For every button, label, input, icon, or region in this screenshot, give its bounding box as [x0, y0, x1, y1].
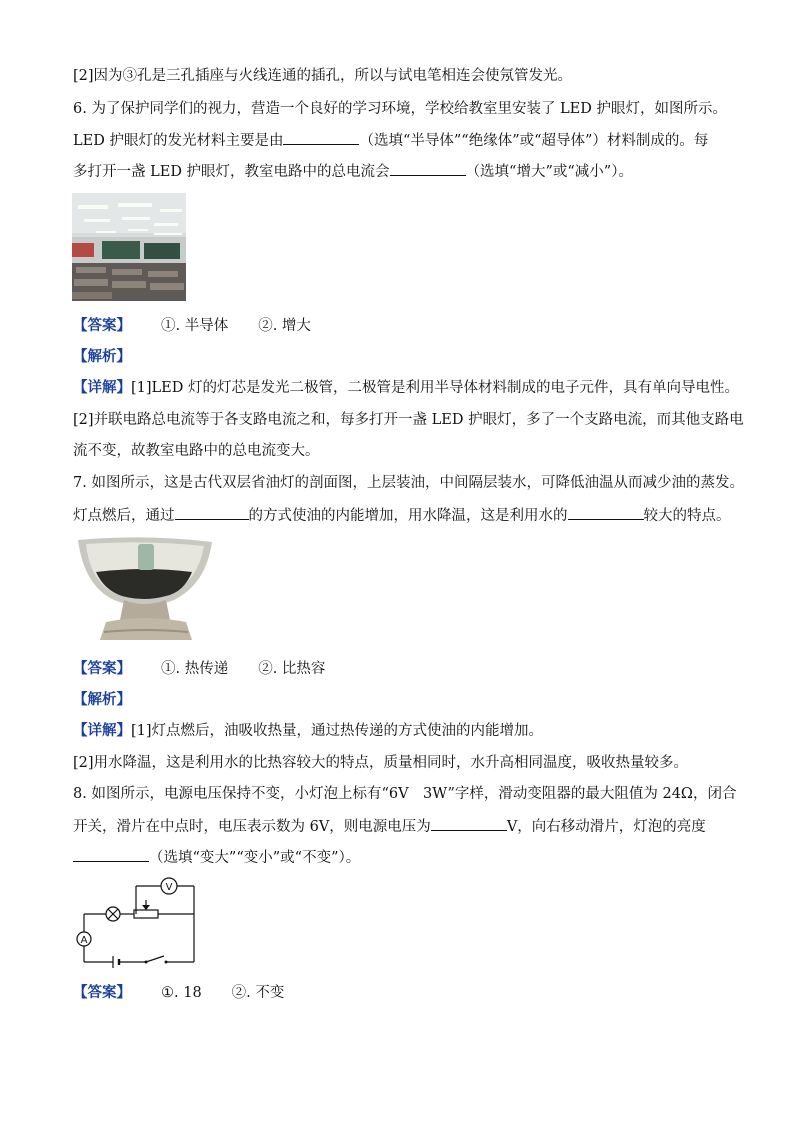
q8-blank-1	[431, 816, 507, 831]
previous-detail-line: [2]因为③孔是三孔插座与火线连通的插孔，所以与试电笔相连会使氖管发光。	[73, 68, 573, 84]
slider-arrow-icon	[142, 905, 150, 910]
q8-blank-2	[73, 847, 149, 862]
oil-lamp-photo	[74, 536, 216, 646]
q8-line-2-text-b: V，向右移动滑片，灯泡的亮度	[506, 819, 706, 835]
q6-detail-1	[73, 378, 739, 398]
q6-answer-1: ①. 半导体	[161, 318, 229, 334]
q6-line-2	[73, 130, 708, 151]
q8-line-1: 8. 如图所示，电源电压保持不变，小灯泡上标有“6V 3W”字样，滑动变阻器的最大阻值为 24Ω，闭合	[73, 786, 737, 802]
q7-line-2-text-a: 灯点燃后，通过	[73, 508, 175, 524]
q7-answer	[73, 659, 325, 679]
q8-line-2	[73, 816, 706, 837]
q6-detail-1-text: [1]LED 灯的灯芯是发光二极管，二极管是利用半导体材料制成的电子元件，具有单向导电性。	[131, 380, 739, 396]
q7-detail-1-text: [1]灯点燃后，油吸收热量，通过热传递的方式使油的内能增加。	[131, 723, 544, 739]
q8-answer-1: ①. 18	[161, 985, 202, 1001]
q6-line-3-text-a: 多打开一盏 LED 护眼灯，教室电路中的总电流会	[73, 164, 390, 180]
q7-detail-tag: 【详解】	[73, 722, 131, 739]
q8-line-3	[73, 847, 360, 868]
q7-blank-2	[568, 505, 644, 520]
q7-line-2-text-c: 较大的特点。	[643, 508, 731, 524]
ammeter-label: A	[80, 935, 88, 946]
voltmeter-label: V	[165, 882, 173, 893]
q6-line-2-text-b: （选填“半导体”“绝缘体”或“超导体”）材料制成的。每	[359, 133, 709, 149]
q7-line-1: 7. 如图所示，这是古代双层省油灯的剖面图，上层装油，中间隔层装水，可降低油温从而减少油的蒸发。	[73, 475, 744, 491]
q6-line-3	[73, 161, 633, 182]
q8-answer-tag: 【答案】	[73, 984, 131, 1001]
q7-answer-1: ①. 热传递	[161, 661, 229, 677]
q7-detail-1	[73, 721, 543, 741]
q7-detail-2: [2]用水降温，这是利用水的比热容较大的特点，质量相同时，水升高相同温度，吸收热量较多。	[73, 755, 689, 771]
q6-detail-2: [2]并联电路总电流等于各支路电流之和，每多打开一盏 LED 护眼灯，多了一个支路电流，而其他支路电	[73, 412, 744, 428]
q8-line-2-text-a: 开关，滑片在中点时，电压表示数为 6V，则电源电压为	[73, 819, 431, 835]
q8-line-3-text-b: （选填“变大”“变小”或“不变”）。	[149, 850, 361, 866]
q7-line-2-text-b: 的方式使油的内能增加，用水降温，这是利用水的	[248, 508, 568, 524]
q7-blank-1	[175, 505, 249, 520]
q7-line-2	[73, 505, 731, 526]
q6-answer-tag: 【答案】	[73, 317, 131, 334]
q7-analysis-tag: 【解析】	[73, 691, 131, 708]
q8-answer	[73, 983, 284, 1003]
q6-blank-1	[283, 130, 359, 145]
q6-line-2-text-a: LED 护眼灯的发光材料主要是由	[73, 133, 284, 149]
q6-answer-2: ②. 增大	[258, 318, 311, 334]
circuit-diagram	[70, 874, 198, 974]
q6-blank-2	[390, 161, 466, 176]
q6-answer	[73, 316, 311, 336]
q6-line-3-text-b: （选填“增大”或“减小”）。	[465, 164, 633, 180]
q6-detail-tag: 【详解】	[73, 379, 131, 396]
q7-answer-tag: 【答案】	[73, 660, 131, 677]
q8-answer-2: ②. 不变	[231, 985, 285, 1001]
classroom-photo	[72, 193, 186, 301]
q7-answer-2: ②. 比热容	[258, 661, 326, 677]
q6-analysis-tag: 【解析】	[73, 348, 131, 365]
q6-detail-3: 流不变，故教室电路中的总电流变大。	[73, 443, 320, 459]
q6-line-1: 6. 为了保护同学们的视力，营造一个良好的学习环境，学校给教室里安装了 LED 护眼灯，如图所示。	[73, 101, 727, 117]
